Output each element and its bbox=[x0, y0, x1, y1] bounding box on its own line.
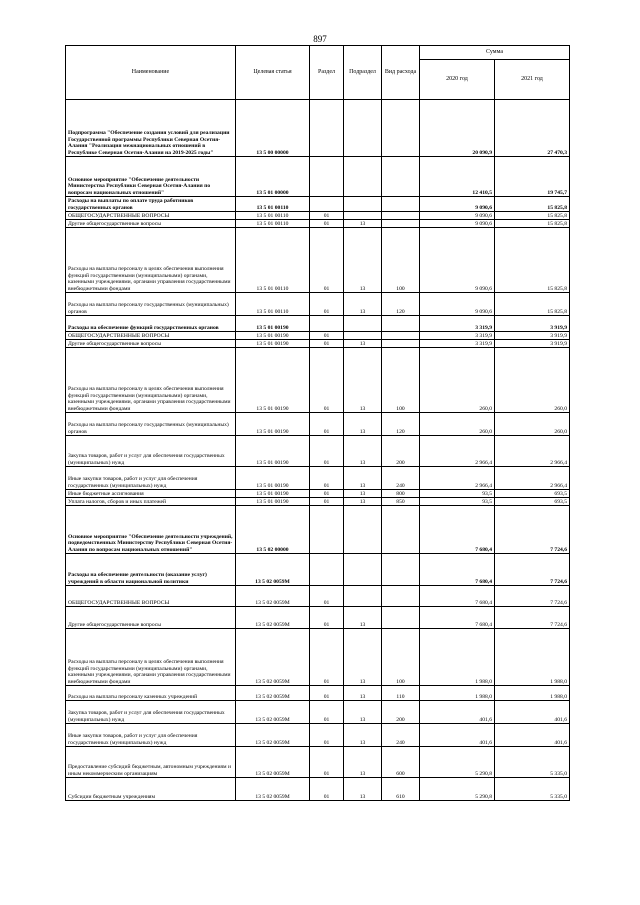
row-section: 01 bbox=[310, 686, 344, 701]
header-name: Наименование bbox=[66, 46, 236, 100]
row-target-article: 13 5 02 0059М bbox=[236, 629, 310, 686]
table-row bbox=[66, 747, 570, 778]
row-target-article: 13 5 01 00000 bbox=[236, 157, 310, 197]
row-name: Расходы на выплаты персоналу казенных учреждений bbox=[66, 686, 236, 701]
table-row bbox=[66, 724, 570, 747]
row-subsection bbox=[344, 332, 382, 340]
row-target-article: 13 5 01 00190 bbox=[236, 413, 310, 436]
row-sum-2020: 7 680,4 bbox=[420, 554, 495, 586]
row-expense-kind: 240 bbox=[382, 467, 420, 490]
row-subsection: 13 bbox=[344, 724, 382, 747]
row-subsection: 13 bbox=[344, 467, 382, 490]
row-section: 01 bbox=[310, 498, 344, 506]
row-sum-2020: 5 290,8 bbox=[420, 747, 495, 778]
row-target-article: 13 5 01 00110 bbox=[236, 197, 310, 212]
row-subsection: 13 bbox=[344, 747, 382, 778]
table-row bbox=[66, 316, 570, 332]
row-sum-2020: 401,6 bbox=[420, 701, 495, 724]
row-expense-kind bbox=[382, 506, 420, 554]
row-expense-kind bbox=[382, 332, 420, 340]
row-sum-2020: 3 319,9 bbox=[420, 316, 495, 332]
row-target-article: 13 5 01 00110 bbox=[236, 293, 310, 316]
row-name: Расходы на выплаты персоналу в целях обеспечения выполнения функций государственными (муниципальными) органами, казенными учреждениями, органами управления государственными внебюджетными фондами bbox=[66, 348, 236, 413]
row-name: Расходы на выплаты персоналу государственных (муниципальных) органов bbox=[66, 293, 236, 316]
row-name: Предоставление субсидий бюджетным, автономным учреждениям и иным некоммерческим организациям bbox=[66, 747, 236, 778]
row-section: 01 bbox=[310, 778, 344, 801]
row-name: Иные закупки товаров, работ и услуг для обеспечения государственных (муниципальных) нужд bbox=[66, 724, 236, 747]
table-row bbox=[66, 197, 570, 212]
row-sum-2021: 7 724,6 bbox=[495, 586, 570, 607]
row-sum-2021: 15 825,8 bbox=[495, 228, 570, 293]
row-target-article: 13 5 02 0059М bbox=[236, 586, 310, 607]
row-name: Основное мероприятие "Обеспечение деятельности Министерства Республики Северная Осетия-Алания по вопросам национальных отношений" bbox=[66, 157, 236, 197]
row-sum-2020: 9 090,6 bbox=[420, 212, 495, 220]
row-sum-2021: 3 919,9 bbox=[495, 340, 570, 348]
row-expense-kind: 200 bbox=[382, 436, 420, 467]
table-row bbox=[66, 157, 570, 197]
row-name: Расходы на выплаты персоналу в целях обеспечения выполнения функций государственными (муниципальными) органами, казенными учреждениями, органами управления государственными внебюджетными фондами bbox=[66, 629, 236, 686]
row-section: 01 bbox=[310, 212, 344, 220]
row-section: 01 bbox=[310, 747, 344, 778]
row-name: Расходы на выплаты персоналу в целях обеспечения выполнения функций государственными (муниципальными) органами, казенными учреждениями, органами управления государственными внебюджетными фондами bbox=[66, 228, 236, 293]
row-target-article: 13 5 02 0059М bbox=[236, 686, 310, 701]
table-row bbox=[66, 220, 570, 228]
row-target-article: 13 5 01 00190 bbox=[236, 467, 310, 490]
row-sum-2021: 693,5 bbox=[495, 490, 570, 498]
row-section: 01 bbox=[310, 490, 344, 498]
row-target-article: 13 5 00 00000 bbox=[236, 100, 310, 157]
row-name: Основное мероприятие "Обеспечение деятельности учреждений, подведомственных Министерству Республики Северная Осетия-Алания по вопросам национальных отношений" bbox=[66, 506, 236, 554]
row-subsection bbox=[344, 197, 382, 212]
row-section: 01 bbox=[310, 467, 344, 490]
row-subsection: 13 bbox=[344, 701, 382, 724]
row-sum-2020: 12 410,5 bbox=[420, 157, 495, 197]
table-row bbox=[66, 490, 570, 498]
table-row bbox=[66, 293, 570, 316]
row-subsection: 13 bbox=[344, 293, 382, 316]
row-subsection: 13 bbox=[344, 607, 382, 629]
row-name: Другие общегосударственные вопросы bbox=[66, 340, 236, 348]
row-sum-2021: 7 724,6 bbox=[495, 554, 570, 586]
row-subsection bbox=[344, 157, 382, 197]
row-expense-kind bbox=[382, 586, 420, 607]
row-section: 01 bbox=[310, 607, 344, 629]
row-expense-kind: 600 bbox=[382, 747, 420, 778]
row-subsection: 13 bbox=[344, 220, 382, 228]
row-sum-2021: 3 919,9 bbox=[495, 332, 570, 340]
row-sum-2021: 5 335,0 bbox=[495, 747, 570, 778]
header-section: Раздел bbox=[310, 46, 344, 100]
row-sum-2021: 3 919,9 bbox=[495, 316, 570, 332]
row-subsection bbox=[344, 316, 382, 332]
row-name: Иные закупки товаров, работ и услуг для обеспечения государственных (муниципальных) нужд bbox=[66, 467, 236, 490]
row-sum-2021: 15 825,8 bbox=[495, 212, 570, 220]
row-name: Другие общегосударственные вопросы bbox=[66, 220, 236, 228]
row-expense-kind: 850 bbox=[382, 498, 420, 506]
row-target-article: 13 5 01 00190 bbox=[236, 490, 310, 498]
row-name: ОБЩЕГОСУДАРСТВЕННЫЕ ВОПРОСЫ bbox=[66, 212, 236, 220]
row-sum-2020: 1 988,0 bbox=[420, 629, 495, 686]
row-target-article: 13 5 01 00190 bbox=[236, 332, 310, 340]
row-sum-2021: 27 470,3 bbox=[495, 100, 570, 157]
row-subsection bbox=[344, 212, 382, 220]
row-target-article: 13 5 01 00190 bbox=[236, 340, 310, 348]
row-expense-kind bbox=[382, 212, 420, 220]
row-sum-2021: 7 724,6 bbox=[495, 607, 570, 629]
row-sum-2020: 260,0 bbox=[420, 348, 495, 413]
row-expense-kind: 120 bbox=[382, 293, 420, 316]
row-expense-kind: 800 bbox=[382, 490, 420, 498]
row-subsection: 13 bbox=[344, 348, 382, 413]
row-name: Расходы на выплаты по оплате труда работников государственных органов bbox=[66, 197, 236, 212]
header-year-2021: 2021 год bbox=[495, 60, 570, 100]
row-section bbox=[310, 316, 344, 332]
row-section: 01 bbox=[310, 332, 344, 340]
row-sum-2021: 1 988,0 bbox=[495, 686, 570, 701]
row-expense-kind: 110 bbox=[382, 686, 420, 701]
row-subsection bbox=[344, 100, 382, 157]
row-subsection: 13 bbox=[344, 629, 382, 686]
table-row bbox=[66, 413, 570, 436]
row-name: Субсидии бюджетным учреждениям bbox=[66, 778, 236, 801]
row-sum-2021: 260,0 bbox=[495, 348, 570, 413]
row-subsection bbox=[344, 506, 382, 554]
table-row bbox=[66, 498, 570, 506]
row-name: ОБЩЕГОСУДАРСТВЕННЫЕ ВОПРОСЫ bbox=[66, 586, 236, 607]
row-subsection: 13 bbox=[344, 413, 382, 436]
row-target-article: 13 5 02 0059М bbox=[236, 701, 310, 724]
row-section: 01 bbox=[310, 348, 344, 413]
row-sum-2020: 5 290,8 bbox=[420, 778, 495, 801]
row-target-article: 13 5 01 00190 bbox=[236, 316, 310, 332]
row-target-article: 13 5 01 00190 bbox=[236, 498, 310, 506]
table-body bbox=[66, 100, 570, 801]
row-sum-2021: 15 825,8 bbox=[495, 220, 570, 228]
row-target-article: 13 5 02 0059М bbox=[236, 607, 310, 629]
row-section: 01 bbox=[310, 293, 344, 316]
table-row bbox=[66, 340, 570, 348]
table-row bbox=[66, 467, 570, 490]
row-target-article: 13 5 01 00190 bbox=[236, 348, 310, 413]
row-expense-kind: 100 bbox=[382, 629, 420, 686]
row-sum-2020: 93,5 bbox=[420, 498, 495, 506]
row-section: 01 bbox=[310, 629, 344, 686]
row-sum-2020: 7 680,4 bbox=[420, 586, 495, 607]
row-sum-2020: 9 090,6 bbox=[420, 197, 495, 212]
row-target-article: 13 5 02 0059М bbox=[236, 778, 310, 801]
row-subsection: 13 bbox=[344, 778, 382, 801]
row-sum-2020: 20 090,9 bbox=[420, 100, 495, 157]
row-subsection bbox=[344, 586, 382, 607]
row-sum-2021: 19 745,7 bbox=[495, 157, 570, 197]
row-section: 01 bbox=[310, 436, 344, 467]
row-sum-2021: 15 825,8 bbox=[495, 293, 570, 316]
page-number: 897 bbox=[313, 34, 327, 44]
row-section: 01 bbox=[310, 701, 344, 724]
row-name: Расходы на выплаты персоналу государственных (муниципальных) органов bbox=[66, 413, 236, 436]
row-target-article: 13 5 01 00110 bbox=[236, 220, 310, 228]
row-sum-2020: 260,0 bbox=[420, 413, 495, 436]
row-sum-2020: 9 090,6 bbox=[420, 228, 495, 293]
header-sum: Сумма bbox=[420, 46, 570, 60]
row-target-article: 13 5 02 00000 bbox=[236, 506, 310, 554]
table-row bbox=[66, 586, 570, 607]
row-subsection: 13 bbox=[344, 498, 382, 506]
row-subsection: 13 bbox=[344, 490, 382, 498]
row-section bbox=[310, 197, 344, 212]
row-sum-2021: 2 966,4 bbox=[495, 436, 570, 467]
row-sum-2021: 693,5 bbox=[495, 498, 570, 506]
table-row bbox=[66, 607, 570, 629]
table-row bbox=[66, 554, 570, 586]
table-row bbox=[66, 212, 570, 220]
row-sum-2020: 2 966,4 bbox=[420, 467, 495, 490]
row-sum-2020: 9 090,6 bbox=[420, 293, 495, 316]
budget-table bbox=[65, 45, 570, 801]
row-sum-2021: 15 825,8 bbox=[495, 197, 570, 212]
table-row bbox=[66, 686, 570, 701]
row-expense-kind: 100 bbox=[382, 348, 420, 413]
row-target-article: 13 5 01 00190 bbox=[236, 436, 310, 467]
row-subsection: 13 bbox=[344, 340, 382, 348]
row-name: ОБЩЕГОСУДАРСТВЕННЫЕ ВОПРОСЫ bbox=[66, 332, 236, 340]
row-sum-2021: 401,6 bbox=[495, 724, 570, 747]
row-expense-kind bbox=[382, 316, 420, 332]
row-name: Расходы на обеспечение деятельности (оказание услуг) учреждений в области национальной политики bbox=[66, 554, 236, 586]
row-section: 01 bbox=[310, 413, 344, 436]
row-section bbox=[310, 100, 344, 157]
row-sum-2021: 401,6 bbox=[495, 701, 570, 724]
row-name: Расходы на обеспечение функций государственных органов bbox=[66, 316, 236, 332]
row-name: Закупка товаров, работ и услуг для обеспечения государственных (муниципальных) нужд bbox=[66, 701, 236, 724]
row-subsection: 13 bbox=[344, 436, 382, 467]
row-section bbox=[310, 554, 344, 586]
row-expense-kind bbox=[382, 554, 420, 586]
row-expense-kind: 240 bbox=[382, 724, 420, 747]
row-name: Уплата налогов, сборов и иных платежей bbox=[66, 498, 236, 506]
row-target-article: 13 5 02 0059М bbox=[236, 554, 310, 586]
table-row bbox=[66, 506, 570, 554]
table-row bbox=[66, 436, 570, 467]
table-row bbox=[66, 778, 570, 801]
row-target-article: 13 5 02 0059М bbox=[236, 724, 310, 747]
row-name: Подпрограмма "Обеспечение создания условий для реализации Государственной программы Республики Северная Осетия-Алания "Реализация межнациональных отношений в Республике Северная Осетия-Алания на 2019-2025 годы" bbox=[66, 100, 236, 157]
row-sum-2020: 401,6 bbox=[420, 724, 495, 747]
table-row bbox=[66, 348, 570, 413]
row-sum-2021: 1 988,0 bbox=[495, 629, 570, 686]
table-row bbox=[66, 701, 570, 724]
row-expense-kind bbox=[382, 607, 420, 629]
row-subsection bbox=[344, 554, 382, 586]
row-subsection: 13 bbox=[344, 686, 382, 701]
table-row bbox=[66, 100, 570, 157]
row-subsection: 13 bbox=[344, 228, 382, 293]
row-expense-kind: 610 bbox=[382, 778, 420, 801]
row-section bbox=[310, 506, 344, 554]
row-expense-kind: 120 bbox=[382, 413, 420, 436]
row-expense-kind bbox=[382, 220, 420, 228]
row-expense-kind bbox=[382, 340, 420, 348]
row-name: Закупка товаров, работ и услуг для обеспечения государственных (муниципальных) нужд bbox=[66, 436, 236, 467]
row-sum-2020: 3 319,9 bbox=[420, 332, 495, 340]
row-expense-kind: 100 bbox=[382, 228, 420, 293]
row-sum-2020: 9 090,6 bbox=[420, 220, 495, 228]
row-sum-2021: 7 724,6 bbox=[495, 506, 570, 554]
row-target-article: 13 5 01 00110 bbox=[236, 212, 310, 220]
row-sum-2021: 2 966,4 bbox=[495, 467, 570, 490]
row-sum-2021: 5 335,0 bbox=[495, 778, 570, 801]
row-sum-2020: 3 319,9 bbox=[420, 340, 495, 348]
row-section bbox=[310, 157, 344, 197]
row-expense-kind bbox=[382, 197, 420, 212]
row-sum-2020: 1 988,0 bbox=[420, 686, 495, 701]
row-expense-kind bbox=[382, 100, 420, 157]
row-expense-kind: 200 bbox=[382, 701, 420, 724]
row-target-article: 13 5 02 0059М bbox=[236, 747, 310, 778]
row-sum-2020: 2 966,4 bbox=[420, 436, 495, 467]
row-section: 01 bbox=[310, 586, 344, 607]
table-row bbox=[66, 629, 570, 686]
row-target-article: 13 5 01 00110 bbox=[236, 228, 310, 293]
table-row bbox=[66, 228, 570, 293]
header-kind: Вид расхода bbox=[382, 46, 420, 100]
row-section: 01 bbox=[310, 724, 344, 747]
header-subsection: Подраздел bbox=[344, 46, 382, 100]
row-expense-kind bbox=[382, 157, 420, 197]
header-code: Целевая статья bbox=[236, 46, 310, 100]
header-year-2020: 2020 год bbox=[420, 60, 495, 100]
row-sum-2021: 260,0 bbox=[495, 413, 570, 436]
row-sum-2020: 7 680,4 bbox=[420, 607, 495, 629]
table-row bbox=[66, 332, 570, 340]
row-section: 01 bbox=[310, 340, 344, 348]
row-section: 01 bbox=[310, 220, 344, 228]
row-sum-2020: 93,5 bbox=[420, 490, 495, 498]
row-name: Иные бюджетные ассигнования bbox=[66, 490, 236, 498]
row-section: 01 bbox=[310, 228, 344, 293]
row-name: Другие общегосударственные вопросы bbox=[66, 607, 236, 629]
row-sum-2020: 7 680,4 bbox=[420, 506, 495, 554]
